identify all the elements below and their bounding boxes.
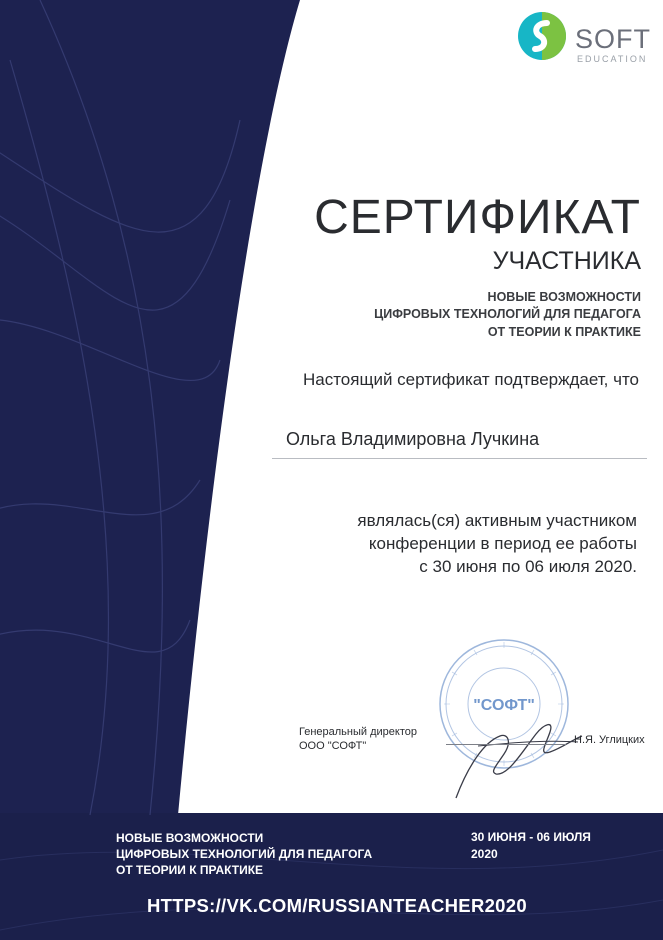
event-title — [374, 289, 641, 341]
footer-event-line: ОТ ТЕОРИИ К ПРАКТИКЕ — [116, 863, 264, 878]
footer-event-line: ЦИФРОВЫХ ТЕХНОЛОГИЙ ДЛЯ ПЕДАГОГА — [116, 847, 373, 862]
signature-line — [446, 744, 566, 745]
participation-line: конференции в период ее работы — [368, 534, 637, 554]
left-navy-panel — [0, 0, 300, 815]
confirmation-text: Настоящий сертификат подтверждает, что — [302, 370, 639, 389]
soft-education-logo — [516, 8, 661, 68]
certificate-subtitle: УЧАСТНИКА — [492, 247, 641, 275]
certificate-title: СЕРТИФИКАТ — [314, 191, 641, 244]
event-title-line: ЦИФРОВЫХ ТЕХНОЛОГИЙ ДЛЯ ПЕДАГОГА — [374, 307, 641, 322]
footer-event-title — [116, 830, 372, 879]
footer-dates — [471, 829, 591, 863]
footer-dates-line: 30 ИЮНЯ - 06 ИЮЛЯ — [471, 830, 591, 844]
signatory-name: Н.Я. Углицких — [574, 734, 645, 746]
stamp-text: "СОФТ" — [473, 697, 535, 714]
event-title-line: ОТ ТЕОРИИ К ПРАКТИКЕ — [487, 324, 641, 339]
footer-dates-line: 2020 — [471, 846, 498, 861]
participation-line: с 30 июня по 06 июля 2020. — [419, 557, 637, 577]
footer-event-line: НОВЫЕ ВОЗМОЖНОСТИ — [116, 831, 264, 845]
director-position-line: ООО "СОФТ" — [299, 740, 367, 753]
director-position-line: Генеральный директор — [299, 726, 417, 738]
recipient-underline — [272, 458, 647, 459]
participation-text — [357, 509, 637, 578]
footer-url-link[interactable]: HTTPS://VK.COM/RUSSIANTEACHER2020 — [147, 895, 527, 916]
participation-line: являлась(ся) активным участником — [357, 511, 637, 530]
logo-name: SOFT — [575, 24, 651, 54]
handwritten-signature — [438, 706, 588, 806]
soft-logo-icon — [516, 10, 568, 62]
director-position — [299, 725, 417, 754]
logo-tagline: EDUCATION — [577, 54, 648, 64]
recipient-name: Ольга Владимировна Лучкина — [286, 429, 540, 449]
event-title-line: НОВЫЕ ВОЗМОЖНОСТИ — [487, 290, 641, 304]
